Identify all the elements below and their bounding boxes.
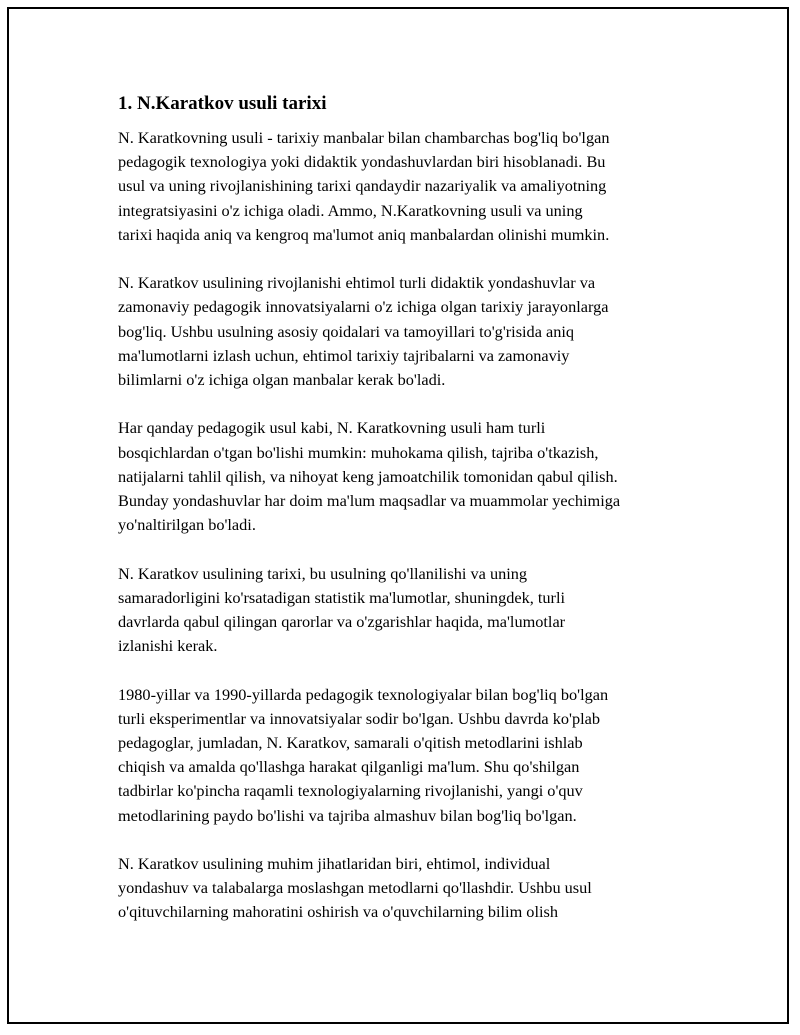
paragraph-line: pedagoglar, jumladan, N. Karatkov, samarali o'qitish metodlarini ishlab (118, 733, 583, 753)
paragraph-line: Bunday yondashuvlar har doim ma'lum maqsadlar va muammolar yechimiga (118, 491, 621, 511)
paragraph-line: samaradorligini ko'rsatadigan statistik ma'lumotlar, shuningdek, turli (118, 587, 565, 607)
paragraph-line: bilimlarni o'z ichiga olgan manbalar kerak bo'ladi. (118, 370, 446, 390)
paragraph (118, 852, 698, 925)
paragraph-line: Har qanday pedagogik usul kabi, N. Karatkovning usuli ham turli (118, 418, 546, 438)
paragraph-line: turli eksperimentlar va innovatsiyalar sodir bo'lgan. Ushbu davrda ko'plab (118, 708, 600, 728)
section-heading: 1. N.Karatkov usuli tarixi (118, 93, 327, 114)
paragraph (118, 271, 698, 392)
paragraph-line: davrlarda qabul qilingan qarorlar va o'zgarishlar haqida, ma'lumotlar (118, 612, 566, 632)
paragraph (118, 416, 698, 537)
paragraph (118, 562, 698, 659)
paragraph-line: izlanishi kerak. (118, 636, 218, 656)
paragraph-line: metodlarining paydo bo'lishi va tajriba almashuv bilan bog'liq bo'lgan. (118, 805, 577, 825)
paragraph-line: yo'naltirilgan bo'ladi. (118, 515, 256, 535)
paragraph-line: ma'lumotlarni izlash uchun, ehtimol tarixiy tajribalarni va zamonaviy (118, 345, 570, 365)
paragraph-line: pedagogik texnologiya yoki didaktik yondashuvlardan biri hisoblanadi. Bu (118, 152, 606, 172)
paragraph-line: N. Karatkov usulining muhim jihatlaridan biri, ehtimol, individual (118, 854, 551, 874)
paragraph-line: usul va uning rivojlanishining tarixi qandaydir nazariyalik va amaliyotning (118, 176, 607, 196)
paragraph-line: yondashuv va talabalarga moslashgan metodlarni qo'llashdir. Ushbu usul (118, 878, 592, 898)
paragraph-line: o'qituvchilarning mahoratini oshirish va o'quvchilarning bilim olish (118, 902, 558, 922)
paragraph-line: tarixi haqida aniq va kengroq ma'lumot aniq manbalardan olinishi mumkin. (118, 224, 610, 244)
paragraph-line: bosqichlardan o'tgan bo'lishi mumkin: muhokama qilish, tajriba o'tkazish, (118, 442, 599, 462)
paragraph-line: 1980-yillar va 1990-yillarda pedagogik texnologiyalar bilan bog'liq bo'lgan (118, 684, 609, 704)
paragraph-line: bog'liq. Ushbu usulning asosiy qoidalari va tamoyillari to'g'risida aniq (118, 321, 575, 341)
paragraph-list (118, 126, 698, 925)
paragraph-line: tadbirlar ko'pincha raqamli texnologiyalarning rivojlanishi, yangi o'quv (118, 781, 583, 801)
paragraph-line: integratsiyasini o'z ichiga oladi. Ammo, N.Karatkovning usuli va uning (118, 200, 583, 220)
paragraph-line: N. Karatkov usulining tarixi, bu usulning qo'llanilishi va uning (118, 563, 528, 583)
paragraph-line: zamonaviy pedagogik innovatsiyalarni o'z ichiga olgan tarixiy jarayonlarga (118, 297, 609, 317)
paragraph-line: N. Karatkov usulining rivojlanishi ehtimol turli didaktik yondashuvlar va (118, 273, 596, 293)
paragraph-line: chiqish va amalda qo'llashga harakat qilganligi ma'lum. Shu qo'shilgan (118, 757, 580, 777)
paragraph (118, 126, 698, 247)
paragraph (118, 683, 698, 828)
paragraph-line: natijalarni tahlil qilish, va nihoyat keng jamoatchilik tomonidan qabul qilish. (118, 466, 618, 486)
paragraph-line: N. Karatkovning usuli - tarixiy manbalar bilan chambarchas bog'liq bo'lgan (118, 128, 610, 147)
document-body (118, 92, 698, 949)
